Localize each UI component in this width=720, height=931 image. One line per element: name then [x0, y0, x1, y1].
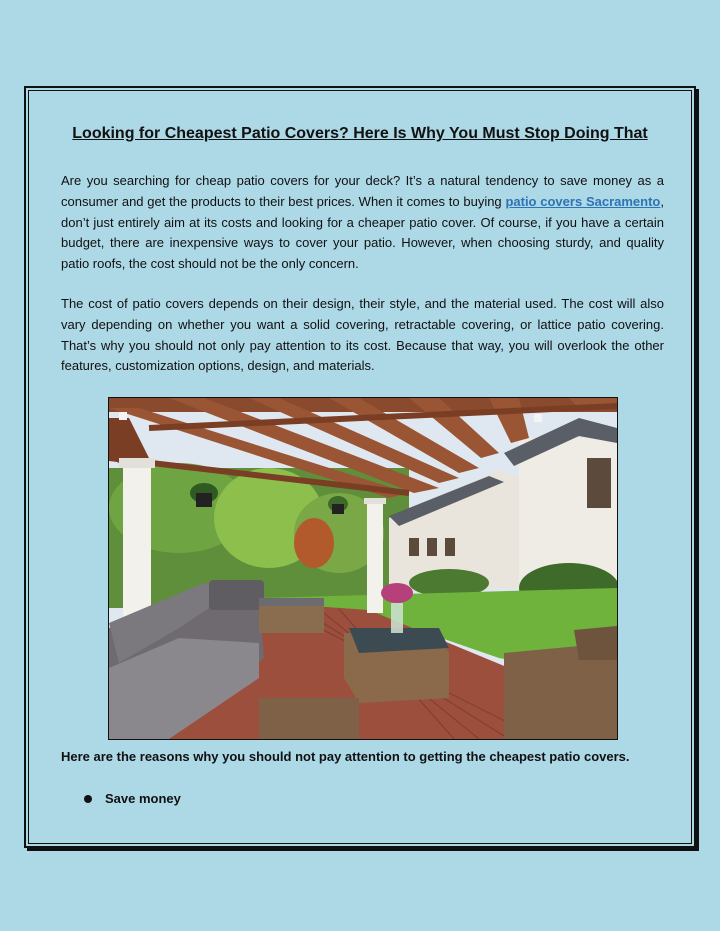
intro-paragraph: [61, 171, 664, 275]
reasons-heading: Here are the reasons why you should not pay attention to getting the cheapest patio covers.: [61, 749, 630, 764]
cost-paragraph: The cost of patio covers depends on their design, their style, and the material used. The cost will also vary depending on whether you want a solid covering, retractable covering, or lattice patio covering. That’s why you should not only pay attention to its cost. Because that way, you will overlook the other features, customization options, design, and materials.: [61, 296, 664, 374]
document-frame: [24, 86, 696, 848]
bullet-item-save-money: [84, 791, 181, 806]
bullet-label: Save money: [105, 791, 181, 806]
bullet-icon: [84, 795, 92, 803]
intro-text-before-link: Are you searching for cheap patio covers for your deck? It’s a natural tendency to save money as a consumer and get the products to their best prices. When it comes to buying: [61, 173, 664, 209]
page-title: Looking for Cheapest Patio Covers? Here Is Why You Must Stop Doing That: [72, 125, 648, 142]
intro-text-after-link: , don’t just entirely aim at its costs and looking for a cheaper patio cover. Of course, if you have a certain budget, there are inexpensive ways to cover your patio. However, when choosing sturdy, and quality patio roofs, the cost should not be the only concern.: [61, 193, 664, 272]
patio-covers-sacramento-link[interactable]: patio covers Sacramento: [505, 193, 661, 209]
patio-photo: [108, 397, 618, 740]
